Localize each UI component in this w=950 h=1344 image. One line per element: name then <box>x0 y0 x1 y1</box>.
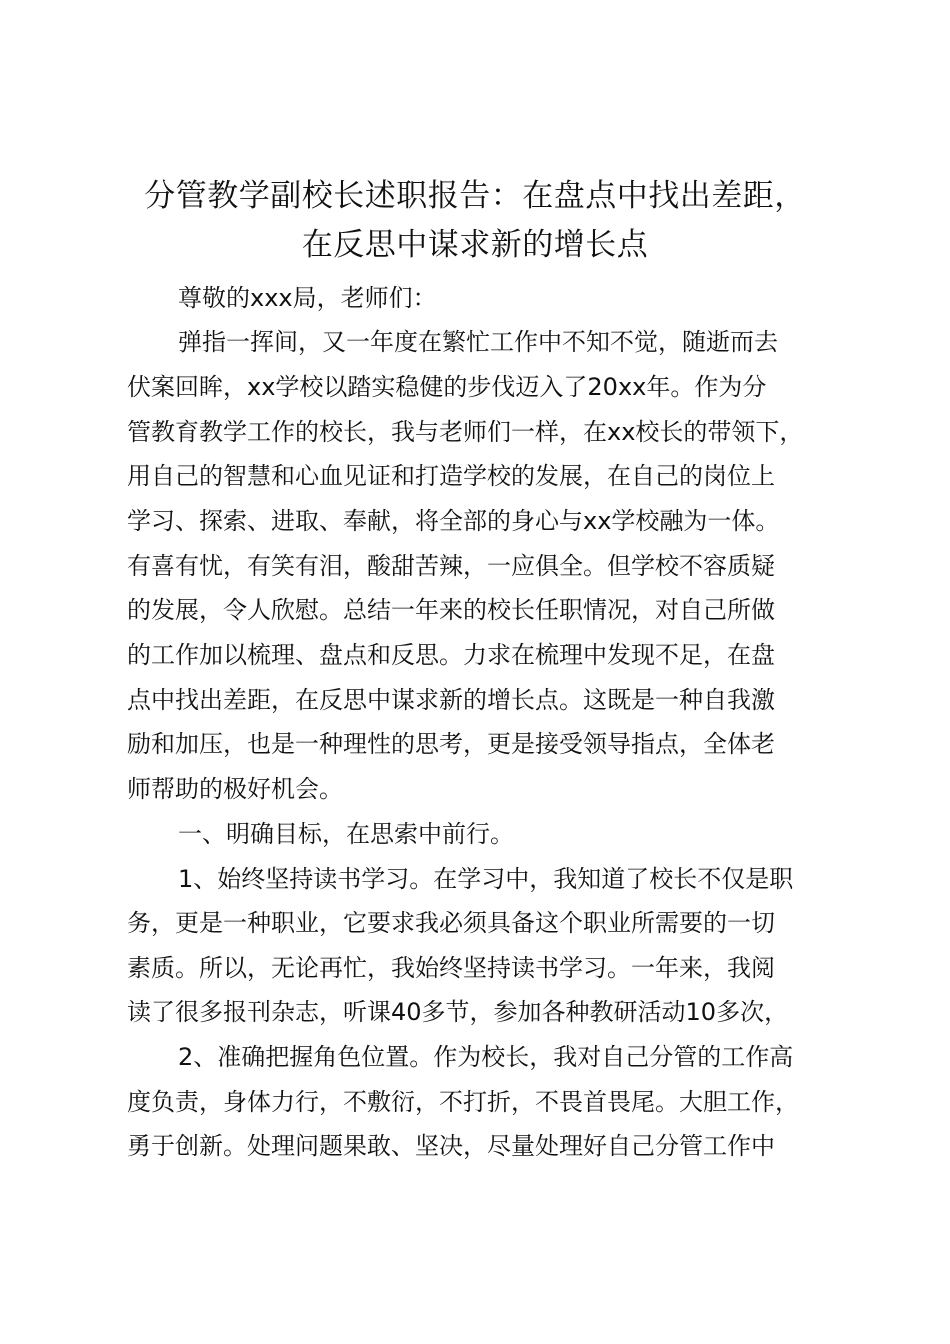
body-line: 务，更是一种职业，它要求我必须具备这个职业所需要的一切 <box>127 909 775 937</box>
body-line: 伏案回眸，xx学校以踏实稳健的步伐迈入了20xx年。作为分 <box>127 373 767 401</box>
body-line: 的发展，令人欣慰。总结一年来的校长任职情况，对自己所做 <box>127 596 775 624</box>
body-line: 用自己的智慧和心血见证和打造学校的发展，在自己的岗位上 <box>127 462 775 490</box>
body-line: 素质。所以，无论再忙，我始终坚持读书学习。一年来，我阅 <box>127 954 775 982</box>
document-title-line-1: 分管教学副校长述职报告：在盘点中找出差距， <box>144 178 806 214</box>
body-line: 的工作加以梳理、盘点和反思。力求在梳理中发现不足，在盘 <box>127 641 775 669</box>
body-line: 管教育教学工作的校长，我与老师们一样，在xx校长的带领下， <box>127 418 804 446</box>
section-heading: 一、明确目标，在思索中前行。 <box>178 820 514 848</box>
body-line: 师帮助的极好机会。 <box>127 775 343 803</box>
document-title-line-2: 在反思中谋求新的增长点 <box>301 227 649 263</box>
body-line: 励和加压，也是一种理性的思考，更是接受领导指点，全体老 <box>127 730 775 758</box>
greeting: 尊敬的xxx局，老师们： <box>178 284 437 312</box>
body-line: 读了很多报刊杂志，听课40多节，参加各种教研活动10多次， <box>127 998 789 1026</box>
body-line: 学习、探索、进取、奉献，将全部的身心与xx学校融为一体。 <box>127 507 780 535</box>
body-line: 1、始终坚持读书学习。在学习中，我知道了校长不仅是职 <box>178 865 794 893</box>
body-line: 2、准确把握角色位置。作为校长，我对自己分管的工作高 <box>178 1043 794 1071</box>
body-line: 有喜有忧，有笑有泪，酸甜苦辣，一应俱全。但学校不容质疑 <box>127 552 775 580</box>
body-line: 弹指一挥间，又一年度在繁忙工作中不知不觉，随逝而去 <box>178 328 778 356</box>
body-line: 度负责，身体力行，不敷衍，不打折，不畏首畏尾。大胆工作， <box>127 1088 799 1116</box>
body-line: 点中找出差距，在反思中谋求新的增长点。这既是一种自我激 <box>127 686 775 714</box>
body-line: 勇于创新。处理问题果敢、坚决，尽量处理好自己分管工作中 <box>127 1132 775 1160</box>
